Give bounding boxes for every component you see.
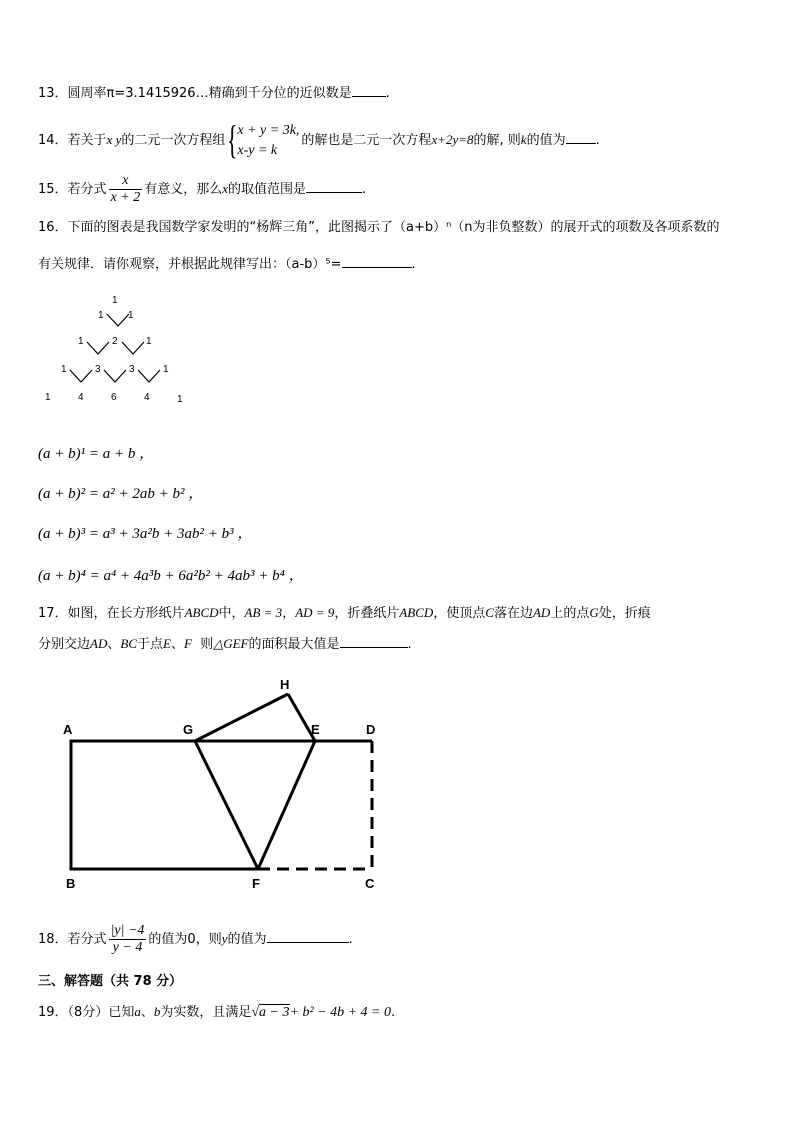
period: . (411, 257, 416, 272)
equation-1: x + y = 3k, (237, 122, 300, 138)
triangle-number: 3 (95, 364, 101, 375)
folding-figure (55, 676, 395, 900)
equation-3: x+2y=8 (431, 132, 474, 147)
math-ad: AD (532, 605, 551, 620)
triangle-lines (40, 292, 200, 422)
answer-blank (566, 131, 596, 144)
denominator: x + 2 (110, 190, 141, 205)
label-h: H (280, 677, 290, 692)
text: 如图，在长方形纸片 (67, 606, 185, 621)
period: . (407, 637, 412, 652)
math-ad: AD = 9 (295, 605, 335, 620)
label-b: B (66, 876, 76, 891)
math-g: G (589, 605, 599, 620)
expansion-formula-1: (a + b)¹ = a + b ， (38, 446, 155, 462)
period: . (362, 182, 367, 197)
expression-rest: + b² − 4b + 4 = 0 (289, 1005, 391, 1020)
triangle-number: 2 (112, 336, 118, 347)
question-number: 16． (38, 220, 68, 235)
question-17-line-1 (38, 604, 651, 623)
text: 的二元一次方程组 (121, 133, 226, 148)
question-16-line-1 (38, 219, 720, 237)
answer-blank (306, 180, 362, 193)
variable-k: k (520, 132, 527, 147)
numerator: x (122, 173, 129, 188)
triangle-number: 1 (45, 392, 51, 403)
label-g: G (183, 722, 194, 737)
numerator: |y| −4 (110, 923, 145, 938)
label-f: F (252, 876, 260, 891)
question-number: 18． (38, 932, 68, 947)
period: . (595, 133, 600, 148)
math-abcd: ABCD (399, 605, 434, 620)
triangle-number: 1 (146, 336, 152, 347)
question-16-line-2 (38, 255, 416, 274)
label-c: C (365, 876, 375, 891)
text: 为实数，且满足 (160, 1005, 252, 1020)
variable-a: a (134, 1004, 141, 1019)
text: 、 (170, 637, 184, 652)
text: 中， (218, 606, 245, 621)
triangle-number: 1 (112, 295, 118, 306)
math-f: F (183, 636, 192, 651)
question-19 (38, 1003, 395, 1022)
triangle-number: 4 (78, 392, 84, 403)
triangle-number: 1 (61, 364, 67, 375)
triangle-number: 1 (128, 310, 134, 321)
period: . (385, 86, 390, 101)
label-a: A (63, 722, 73, 737)
question-number: 19． (38, 1005, 68, 1020)
answer-blank (267, 930, 349, 943)
brace-icon: { (227, 116, 238, 162)
sqrt-icon: √ (251, 1005, 260, 1020)
answer-blank (340, 635, 408, 648)
text: 若分式 (67, 182, 107, 197)
variables: x y (106, 132, 122, 147)
triangle-number: 6 (111, 392, 117, 403)
question-15 (38, 172, 366, 207)
question-number: 17． (38, 606, 68, 621)
variable-y: y (221, 931, 228, 946)
math-ad: AD (90, 636, 108, 651)
text: 的解, 则 (473, 133, 521, 148)
equation-2: x-y = k (237, 142, 278, 158)
question-text: 下面的图表是我国数学家发明的“杨辉三角”，此图揭示了（a+b）ⁿ（n为非负整数）的展开式的项数及各项系数的 (67, 220, 720, 235)
math-c: C (485, 605, 494, 620)
text: 落在边 (493, 606, 533, 621)
text: ，折叠纸片 (334, 606, 400, 621)
question-number: 13． (38, 86, 68, 101)
triangle-number: 4 (144, 392, 150, 403)
text: 上的点 (550, 606, 590, 621)
text: ，使顶点 (433, 606, 486, 621)
question-number: 14． (38, 133, 68, 148)
text: 的值为 (227, 932, 267, 947)
triangle-number: 1 (163, 364, 169, 375)
text: 若关于 (67, 133, 107, 148)
question-text: 有关规律．请你观察，并根据此规律写出：（a-b）⁵= (38, 257, 342, 272)
period: . (391, 1005, 396, 1020)
text: 、 (140, 1005, 154, 1020)
section-heading: 三、解答题（共 78 分） (38, 974, 183, 989)
equation-system (227, 116, 300, 162)
math-e: E (163, 636, 171, 651)
fraction (109, 923, 147, 956)
triangle-number: 3 (129, 364, 135, 375)
triangle-number: 1 (98, 310, 104, 321)
text: 则 (200, 637, 214, 652)
expansion-formula-2: (a + b)² = a² + 2ab + b² ， (38, 486, 204, 502)
answer-blank (352, 84, 386, 97)
text: 的取值范围是 (228, 182, 307, 197)
question-17-line-2 (38, 635, 412, 654)
text: 的解也是二元一次方程 (301, 133, 432, 148)
question-13 (38, 84, 390, 103)
label-e: E (311, 722, 320, 737)
text: 、 (107, 637, 121, 652)
fraction (109, 173, 143, 206)
text: 的面积最大值是 (248, 637, 340, 652)
math-ab: AB = 3 (244, 605, 283, 620)
expansion-formula-3: (a + b)³ = a³ + 3a²b + 3ab² + b³ ， (38, 526, 253, 542)
text: （8分）已知 (67, 1005, 135, 1020)
rectangle-diagram (55, 676, 395, 896)
text: 处，折痕 (598, 606, 651, 621)
label-d: D (366, 722, 376, 737)
triangle-number: 1 (177, 394, 183, 405)
text: 若分式 (67, 932, 107, 947)
text: 有意义，那么 (144, 182, 223, 197)
text: 分别交边 (38, 637, 91, 652)
text: 的值为0，则 (148, 932, 222, 947)
question-number: 15． (38, 182, 68, 197)
text: 于点 (137, 637, 164, 652)
math-gef: △GEF (213, 636, 249, 651)
question-18 (38, 920, 353, 959)
math-bc: BC (120, 636, 137, 651)
variable-x: x (222, 181, 229, 196)
expansion-formula-4: (a + b)⁴ = a⁴ + 4a³b + 6a²b² + 4ab³ + b⁴ ， (38, 568, 304, 584)
radicand: a − 3 (259, 1005, 290, 1020)
math-abcd: ABCD (184, 605, 219, 620)
triangle-number: 1 (78, 336, 84, 347)
variable-b: b (153, 1004, 161, 1019)
text: ， (282, 606, 296, 621)
denominator: y − 4 (109, 939, 147, 956)
period: . (348, 932, 353, 947)
question-text: 圆周率π=3.1415926…精确到千分位的近似数是 (67, 86, 352, 101)
sqrt-expression (251, 1004, 289, 1020)
text: 的值为 (526, 133, 566, 148)
question-14 (38, 116, 600, 162)
answer-blank (342, 255, 412, 268)
